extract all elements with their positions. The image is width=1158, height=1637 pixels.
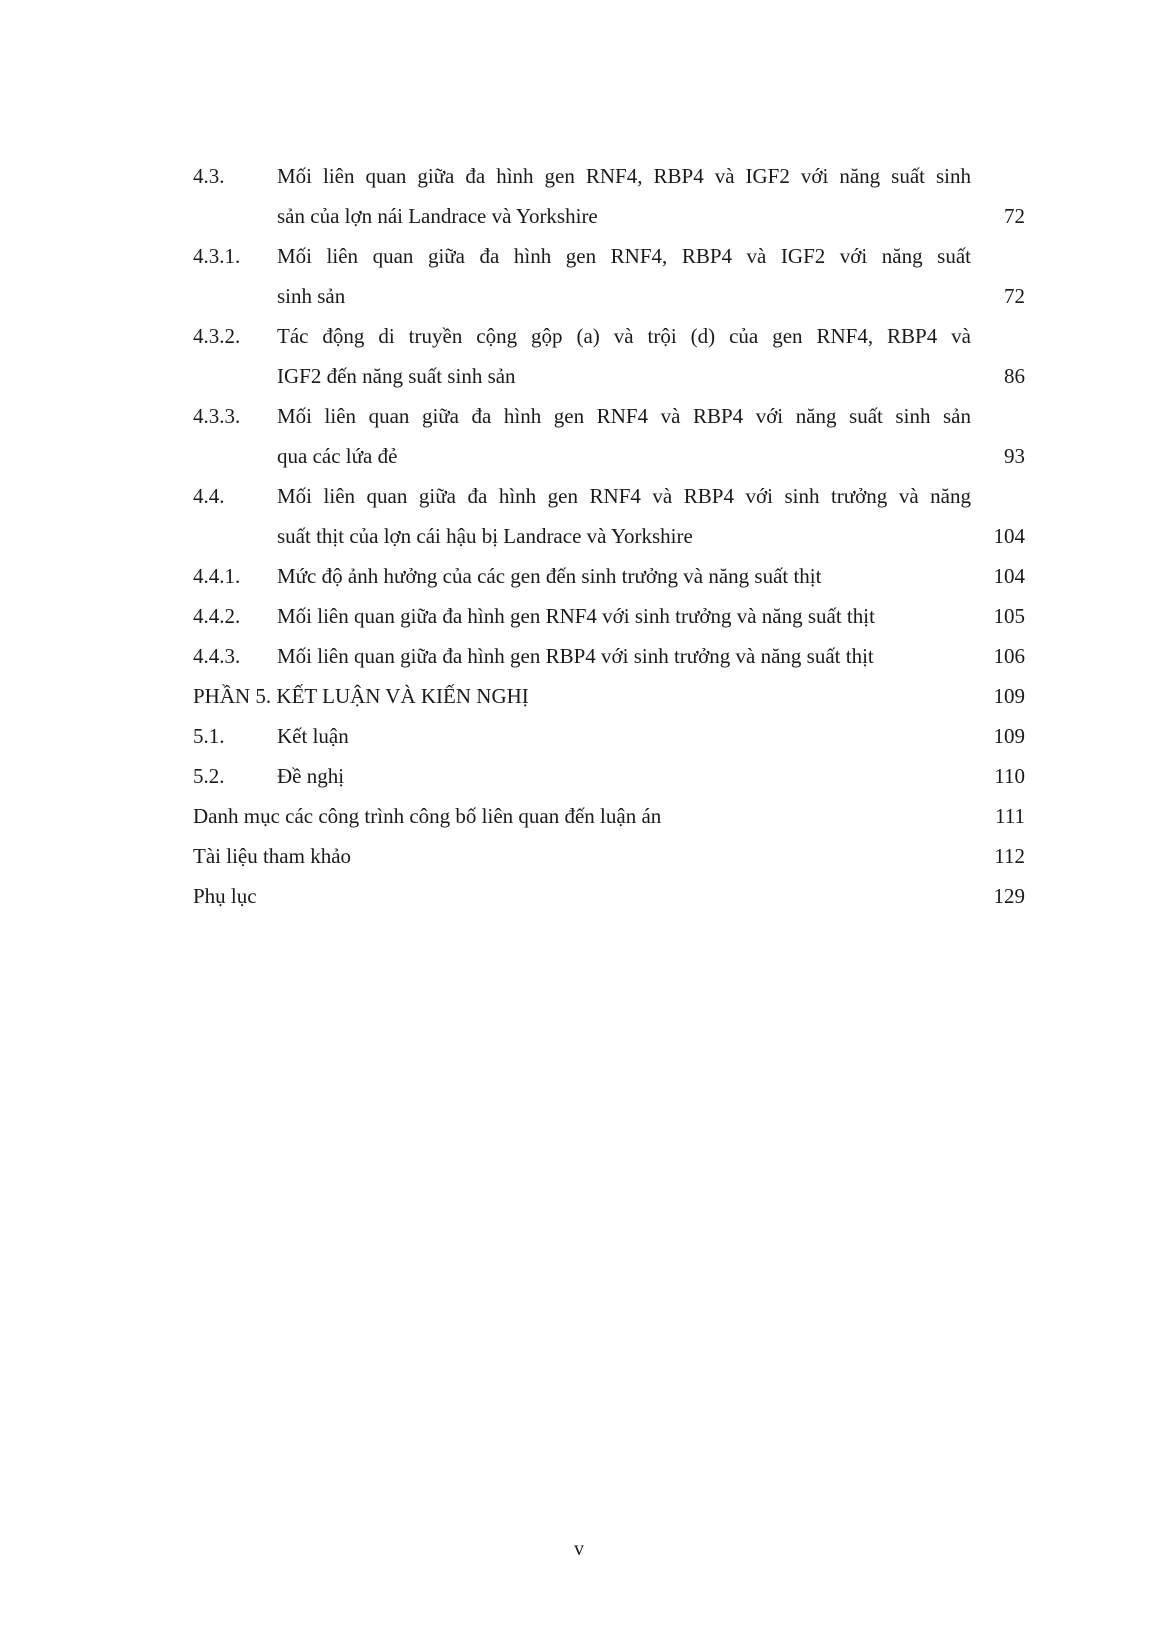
- toc-title-line1: Mối liên quan giữa đa hình gen RNF4 và RBP4 với sinh trưởng và năng: [277, 484, 971, 508]
- toc-number: 4.4.2.: [193, 604, 241, 628]
- toc-page: 105: [993, 604, 1025, 628]
- toc-entry-appendix: [193, 876, 1025, 916]
- toc-number: 4.4.1.: [193, 564, 241, 588]
- toc-entry-4-4-3: [193, 636, 1025, 676]
- toc-title-line2: qua các lứa đẻ: [277, 444, 398, 468]
- toc-title: Kết luận: [277, 724, 349, 748]
- toc-entry-4-4-2: [193, 596, 1025, 636]
- toc-number: 4.4.: [193, 484, 225, 508]
- toc-entry-4-3-2: [193, 316, 1025, 396]
- toc-page: 112: [994, 844, 1025, 868]
- toc-entry-4-4: [193, 476, 1025, 556]
- toc-page: 106: [993, 644, 1025, 668]
- toc-entry-5-1: [193, 716, 1025, 756]
- toc-title: Tài liệu tham khảo: [193, 844, 352, 868]
- toc-page: 93: [1004, 444, 1025, 468]
- toc-title-line1: Tác động di truyền cộng gộp (a) và trội (d) của gen RNF4, RBP4 và: [277, 324, 971, 348]
- toc-title-line2: sản của lợn nái Landrace và Yorkshire: [277, 204, 598, 228]
- toc-entry-5-2: [193, 756, 1025, 796]
- toc-number: 4.3.1.: [193, 244, 241, 268]
- toc-page: 110: [994, 764, 1025, 788]
- toc-entry-4-3: [193, 156, 1025, 236]
- toc-entry-references: [193, 836, 1025, 876]
- table-of-contents: [193, 156, 1025, 916]
- toc-title: Phụ lục: [193, 884, 257, 908]
- toc-page: 72: [1004, 284, 1025, 308]
- toc-title: Mức độ ảnh hưởng của các gen đến sinh trưởng và năng suất thịt: [277, 564, 822, 588]
- toc-entry-4-3-3: [193, 396, 1025, 476]
- toc-page: 111: [995, 804, 1025, 828]
- toc-number: 4.3.3.: [193, 404, 241, 428]
- toc-title: Đề nghị: [277, 764, 345, 788]
- page-number: v: [574, 1538, 584, 1560]
- toc-title: Mối liên quan giữa đa hình gen RBP4 với sinh trưởng và năng suất thịt: [277, 644, 874, 668]
- toc-title-line2: suất thịt của lợn cái hậu bị Landrace và Yorkshire: [277, 524, 693, 548]
- toc-page: 72: [1004, 204, 1025, 228]
- toc-page: 129: [993, 884, 1025, 908]
- toc-entry-part-5: [193, 676, 1025, 716]
- toc-entry-publications: [193, 796, 1025, 836]
- toc-number: 4.3.: [193, 164, 225, 188]
- toc-number: 5.1.: [193, 724, 225, 748]
- toc-number: 4.4.3.: [193, 644, 241, 668]
- toc-number: 4.3.2.: [193, 324, 241, 348]
- toc-number: 5.2.: [193, 764, 225, 788]
- toc-page: 86: [1004, 364, 1025, 388]
- toc-entry-4-3-1: [193, 236, 1025, 316]
- toc-title: PHẦN 5. KẾT LUẬN VÀ KIẾN NGHỊ: [193, 684, 529, 708]
- toc-title-line2: sinh sản: [277, 284, 346, 308]
- toc-page: 104: [993, 524, 1025, 548]
- toc-title: Mối liên quan giữa đa hình gen RNF4 với sinh trưởng và năng suất thịt: [277, 604, 875, 628]
- toc-page: 109: [993, 724, 1025, 748]
- toc-page: 109: [993, 684, 1025, 708]
- toc-entry-4-4-1: [193, 556, 1025, 596]
- toc-title-line1: Mối liên quan giữa đa hình gen RNF4, RBP4 và IGF2 với năng suất sinh: [277, 164, 971, 188]
- toc-title-line2: IGF2 đến năng suất sinh sản: [277, 364, 516, 388]
- toc-title-line1: Mối liên quan giữa đa hình gen RNF4, RBP4 và IGF2 với năng suất: [277, 244, 971, 268]
- toc-title-line1: Mối liên quan giữa đa hình gen RNF4 và RBP4 với năng suất sinh sản: [277, 404, 971, 428]
- toc-page: 104: [993, 564, 1025, 588]
- toc-title: Danh mục các công trình công bố liên quan đến luận án: [193, 804, 662, 828]
